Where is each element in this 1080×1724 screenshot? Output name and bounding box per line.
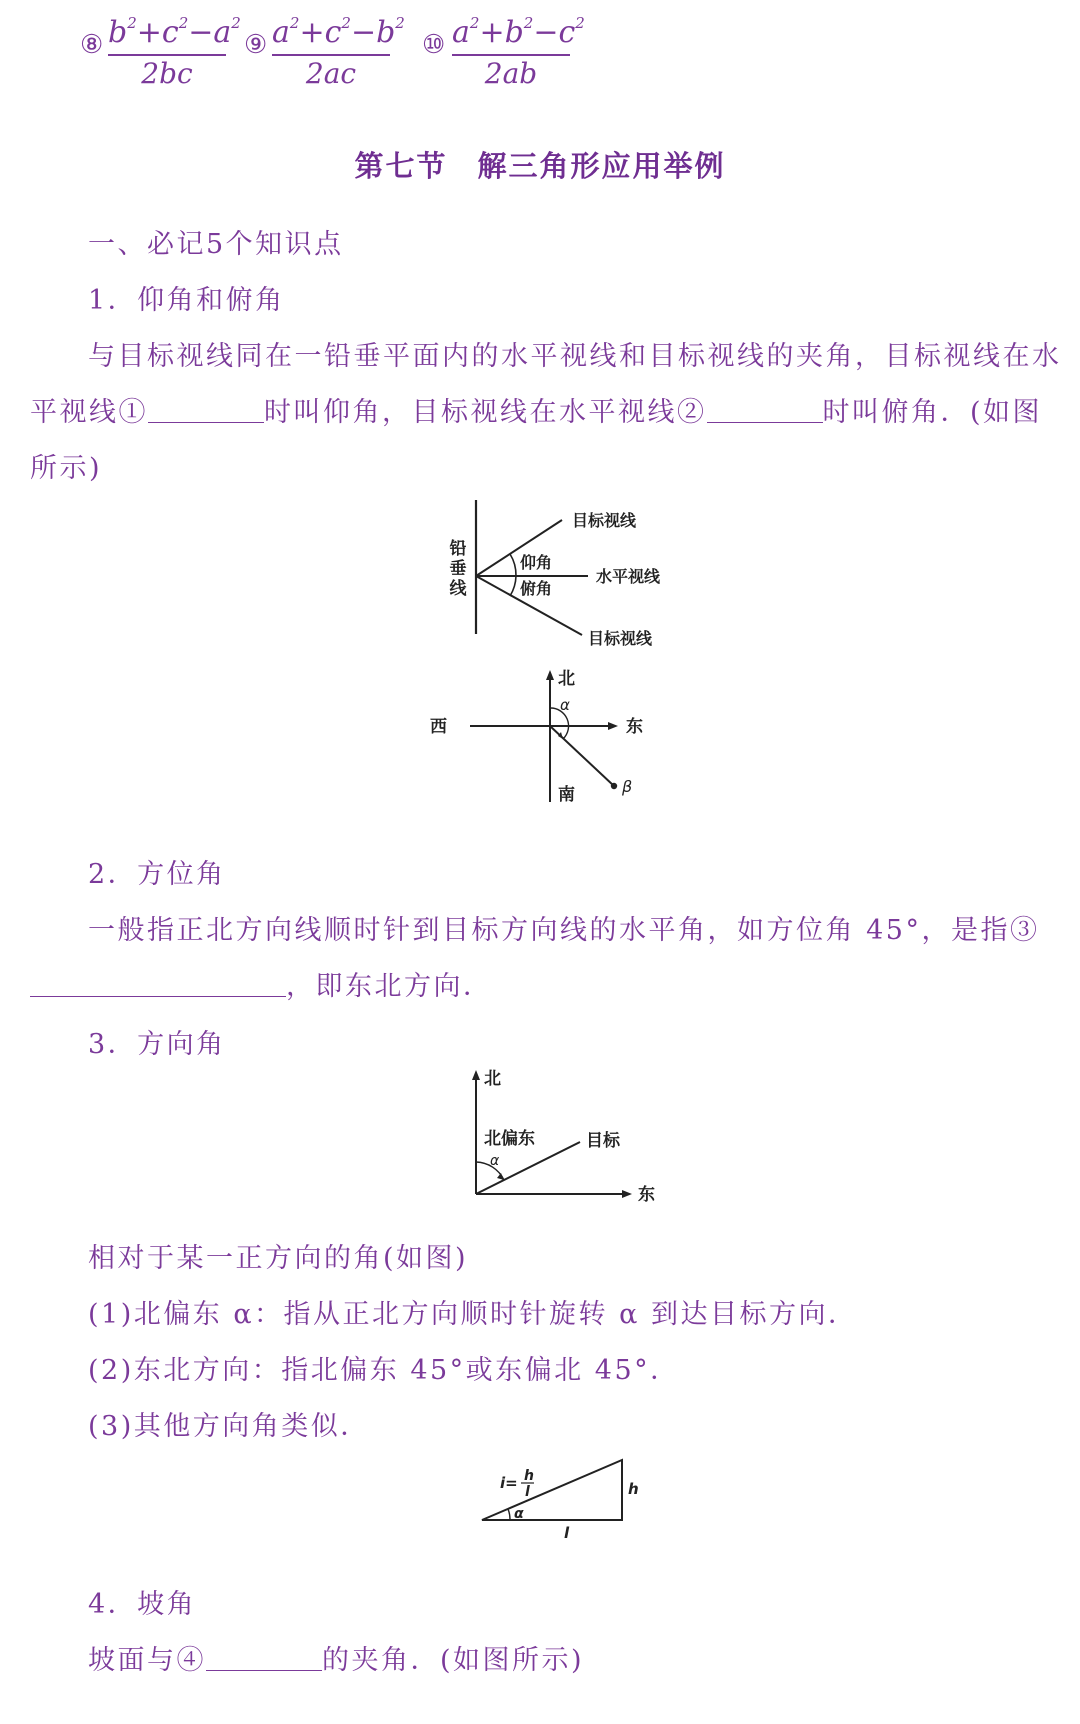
depression-arc bbox=[510, 576, 516, 596]
target-label: 目标 bbox=[586, 1131, 620, 1151]
slope-formula-h: h bbox=[524, 1468, 534, 1484]
slope-formula-lhs: i= bbox=[500, 1474, 518, 1492]
fraction-bar bbox=[272, 54, 390, 56]
paragraph-line: 相对于某一正方向的角(如图) bbox=[88, 1243, 469, 1274]
plumb-label-3: 线 bbox=[449, 579, 467, 599]
marker: ⑩ bbox=[422, 30, 446, 60]
beta-label: β bbox=[622, 777, 633, 796]
north-arrow-icon bbox=[546, 670, 554, 680]
depression-label: 俯角 bbox=[520, 579, 553, 598]
bearing-figure bbox=[430, 668, 660, 808]
paragraph-line: ，即东北方向． bbox=[30, 964, 493, 1003]
fill-blank-1 bbox=[148, 396, 264, 423]
direction-angle-figure bbox=[468, 1066, 668, 1206]
heading-azimuth: 2．方位角 bbox=[88, 859, 226, 890]
target-line-up-label: 目标视线 bbox=[572, 511, 637, 530]
section-title: 第七节 解三角形应用举例 bbox=[354, 149, 726, 183]
east-label: 东 bbox=[626, 717, 643, 737]
south-label: 南 bbox=[558, 785, 575, 805]
alpha-label: α bbox=[560, 696, 570, 714]
height-label: h bbox=[628, 1480, 639, 1498]
elevation-arc bbox=[510, 554, 516, 576]
list-item: (1)北偏东 α：指从正北方向顺时针旋转 α 到达目标方向． bbox=[88, 1299, 858, 1330]
denominator: 2ac bbox=[305, 57, 357, 90]
marker: ⑨ bbox=[244, 30, 268, 60]
east-label: 东 bbox=[638, 1185, 655, 1205]
paragraph-line: 坡面与④ 的夹角．(如图所示) bbox=[88, 1645, 585, 1676]
fraction-bar bbox=[108, 54, 226, 56]
slope-formula-l: l bbox=[525, 1484, 530, 1500]
plumb-label-1: 铅 bbox=[449, 539, 467, 559]
denominator: 2bc bbox=[141, 57, 193, 90]
elevation-label: 仰角 bbox=[520, 553, 553, 572]
paragraph-line: 平视线① 时叫仰角，目标视线在水平视线② 时叫俯角．(如图 bbox=[30, 397, 1043, 428]
paragraph-line: 一般指正北方向线顺时针到目标方向线的水平角，如方位角 45°，是指③ bbox=[88, 915, 1040, 946]
list-item: (3)其他方向角类似． bbox=[88, 1411, 370, 1442]
alpha-arc bbox=[508, 1509, 510, 1520]
north-arrow-icon bbox=[472, 1070, 480, 1080]
document-page: ⑧ $b^2+c^2-a^2$ 2bc ⑨ $a^2+c^2-b^2$ 2ac ⑩ $a^2+b^2-c^2$ 2ab 第七节 解三角形应用举例 一、必记5个知识点 1．仰角和俯角 与目标视线同在一铅垂平面内的水平视线和目标视线的夹角，目标视线在水 平视线① 时叫仰角，目标视线在水平视线② 时叫俯角．(如图 所示) 铅 垂 线 目标视线 仰角 水平视线 俯角 目标视线 北 西 东 南 α β 2．方位角 一般指正北方向线顺时针到目标方向线的水平角，如方位角 45°，是指③ ，即东北方向． 3．方向角 北 北偏东 目标 α 东 相对于某一正方向的角(如图) (1)北偏东 α：指从正北方向顺时针旋转 α 到达目标方向． (2)东北方向：指北偏东 45°或东偏北 45°． (3)其他方向角类似． i= h l α h l 4．坡角 坡面与④ 的夹角．(如图所示) bbox=[0, 0, 1080, 1724]
heading-elevation-depression: 1．仰角和俯角 bbox=[88, 285, 285, 316]
heading-direction-angle: 3．方向角 bbox=[88, 1029, 226, 1060]
denominator: 2ab bbox=[484, 57, 538, 90]
marker: ⑧ bbox=[80, 30, 104, 60]
length-label: l bbox=[564, 1524, 570, 1542]
alpha-label: α bbox=[514, 1506, 524, 1522]
fraction-bar bbox=[452, 54, 570, 56]
fill-blank-2 bbox=[707, 396, 823, 423]
target-point bbox=[611, 783, 617, 789]
paragraph-line: 所示) bbox=[30, 453, 103, 484]
east-arrow-icon bbox=[608, 722, 618, 730]
heading-slope-angle: 4．坡角 bbox=[88, 1589, 197, 1620]
plumb-label-2: 垂 bbox=[449, 559, 467, 579]
elevation-depression-figure bbox=[440, 498, 680, 648]
alpha-arrow-icon bbox=[497, 1173, 504, 1180]
north-label: 北 bbox=[484, 1069, 501, 1089]
fill-blank-4 bbox=[206, 1644, 322, 1671]
east-arrow-icon bbox=[622, 1190, 632, 1198]
slope-figure bbox=[470, 1456, 650, 1548]
paragraph-line: 与目标视线同在一铅垂平面内的水平视线和目标视线的夹角，目标视线在水 bbox=[88, 341, 1062, 372]
alpha-label: α bbox=[490, 1153, 500, 1169]
west-label: 西 bbox=[430, 717, 447, 737]
fill-blank-3 bbox=[30, 970, 286, 997]
horizontal-line-label: 水平视线 bbox=[596, 567, 661, 586]
list-item: (2)东北方向：指北偏东 45°或东偏北 45°． bbox=[88, 1355, 680, 1386]
heading-key-points: 一、必记5个知识点 bbox=[88, 229, 344, 260]
target-line-down-label: 目标视线 bbox=[588, 629, 653, 648]
north-label: 北 bbox=[558, 669, 575, 689]
north-by-east-label: 北偏东 bbox=[484, 1129, 535, 1149]
